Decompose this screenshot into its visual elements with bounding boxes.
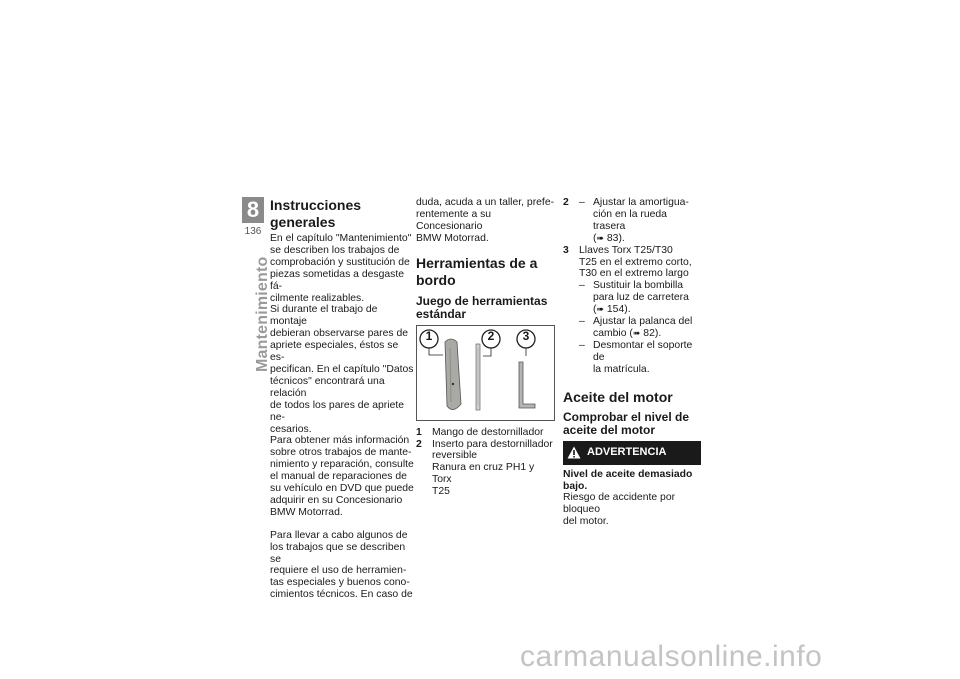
item-number: 3 xyxy=(563,244,569,256)
item-text: Mango de destornillador xyxy=(432,426,544,438)
subsection-title-check-oil: Comprobar el nivel de aceite del motor xyxy=(563,409,690,437)
warning-label: ADVERTENCIA xyxy=(587,445,667,458)
paragraph: Para llevar a cabo algunos de los trabajos que se describen se requiere el uso de herramien- tas especiales y buenos cono- cimientos técnicos. En caso de xyxy=(270,529,413,601)
warning-text: Riesgo de accidente por bloqueo del motor. xyxy=(563,492,676,528)
callout-3: 3 xyxy=(522,328,530,343)
item-text: Desmontar el soporte de la matrícula. xyxy=(593,339,693,375)
paragraph: Si durante el trabajo de montaje debieran observarse pares de apriete especiales, éstos se es- pecifican. En el capítulo "Datos técnicos" encontrará una relación de todos los pares de apriete ne- cesarios. xyxy=(270,304,414,435)
item-number: 2 xyxy=(416,438,422,450)
callout-1: 1 xyxy=(425,328,433,343)
item-number: 1 xyxy=(416,426,422,438)
paragraph: Para obtener más información sobre otros trabajos de mante- nimiento y reparación, consulte el manual de reparaciones de su vehículo en DVD que puede adquirir en su Concesionario BMW Motorrad. xyxy=(270,435,414,518)
column-2 xyxy=(416,197,556,498)
item-number: 2 xyxy=(563,197,569,208)
item-text: Sustituir la bombilla para luz de carretera (➠ 154). xyxy=(593,280,689,316)
warning-icon xyxy=(567,446,581,459)
item-text: Ajustar la amortigua- ción en la rueda trasera (➠ 83). xyxy=(593,197,689,244)
column-3 xyxy=(563,197,701,528)
page-number: 136 xyxy=(244,226,262,237)
section-title-engine-oil: Aceite del motor xyxy=(563,388,673,405)
toolkit-items-continued: 2 – Ajustar la amortigua- ción en la rueda trasera (➠ 83). 3 Llaves Torx T25/T30 T25 en el extremo corto, T30 en el extremo largo – Sustituir la bombilla para luz de carretera (➠ 154). – Ajustar la palanca del cambio (➠ 82). – Desmontar el soporte de la matrícula. xyxy=(563,197,701,376)
arrow-right-icon: ➠ xyxy=(596,232,605,243)
arrow-right-icon: ➠ xyxy=(632,327,641,338)
toolkit-figure xyxy=(416,325,555,421)
subsection-title-toolkit: Juego de herramientas estándar xyxy=(416,293,548,321)
warning-title: Nivel de aceite demasiado bajo. xyxy=(563,468,693,492)
section-title-general: Instrucciones generales xyxy=(270,197,362,230)
toolkit-items xyxy=(416,427,556,498)
chapter-side-label: Mantenimiento xyxy=(254,256,271,372)
paragraph: En el capítulo "Mantenimiento" se describen los trabajos de comprobación y sustitución de piezas sometidas a desgaste fá- cilmente realizables. xyxy=(270,233,412,304)
item-text: Ajustar la palanca del cambio (➠ 82). xyxy=(593,316,693,339)
watermark: carmanualsonline.info xyxy=(520,640,823,673)
arrow-right-icon: ➠ xyxy=(596,304,605,315)
column-1 xyxy=(270,197,415,601)
item-text: Inserto para destornillador reversible Ranura en cruz PH1 y Torx T25 xyxy=(432,438,553,498)
paragraph: duda, acuda a un taller, prefe- rentemente a su Concesionario BMW Motorrad. xyxy=(416,197,555,244)
warning-banner xyxy=(563,441,701,465)
chapter-number: 8 xyxy=(242,197,264,223)
section-title-tools: Herramientas de a bordo xyxy=(416,254,538,288)
callout-2: 2 xyxy=(487,328,495,343)
